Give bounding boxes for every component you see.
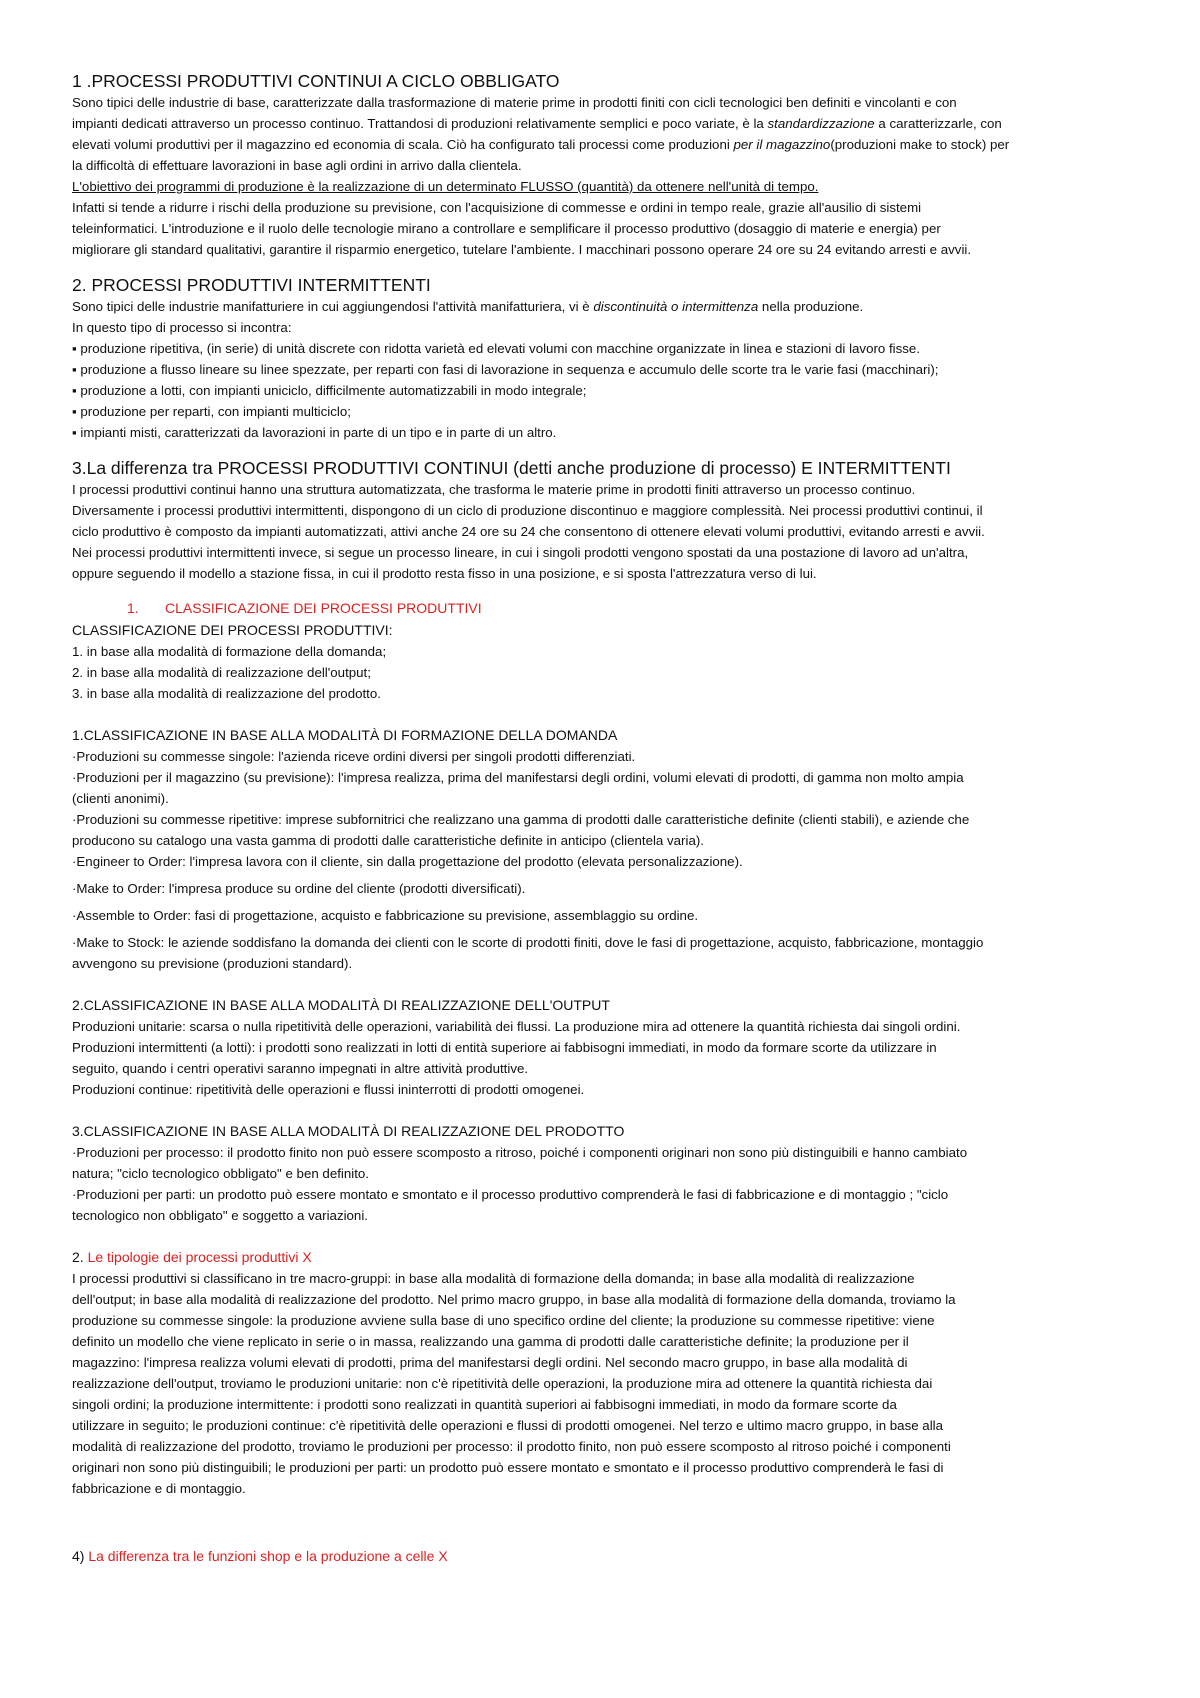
paragraph-line: singoli ordini; la produzione intermittente: i prodotti sono realizzati in quantità superiori ai fabbisogni immediati, in modo da formare scorte da [72, 1397, 897, 1412]
section-continuous-processes [72, 70, 1132, 260]
paragraph-line: Sono tipici delle industrie manifatturiere in cui aggiungendosi l'attività manifatturiera, vi è discontinuità o intermittenza nella produzione. [72, 299, 864, 314]
paragraph-line: ·Make to Order: l'impresa produce su ordine del cliente (prodotti diversificati). [72, 881, 526, 896]
paragraph-line: I processi produttivi continui hanno una struttura automatizzata, che trasforma le materie prime in prodotti finiti attraverso un processo continuo. [72, 482, 916, 497]
paragraph-line: Produzioni unitarie: scarsa o nulla ripetitività delle operazioni, variabilità dei flussi. La produzione mira ad ottenere la quantità richiesta dai singoli ordini. [72, 1019, 961, 1034]
bullet-item: ▪ produzione a lotti, con impianti uniciclo, difficilmente automatizzabili in modo integrale; [72, 383, 587, 398]
bullet-item: ▪ produzione per reparti, con impianti multiciclo; [72, 404, 351, 419]
section-title: 4) La differenza tra le funzioni shop e la produzione a celle X [72, 1548, 448, 1564]
paragraph-line: oppure seguendo il modello a stazione fissa, in cui il prodotto resta fisso in una posizione, e si sposta l'attrezzatura verso di lui. [72, 566, 817, 581]
bullet-item: ▪ impianti misti, caratterizzati da lavorazioni in parte di un tipo e in parte di un altro. [72, 425, 557, 440]
section-title: 1.CLASSIFICAZIONE IN BASE ALLA MODALITÀ DI FORMAZIONE DELLA DOMANDA [72, 727, 618, 743]
paragraph-line: ·Produzioni su commesse singole: l'azienda riceve ordini diversi per singoli prodotti differenziati. [72, 749, 636, 764]
paragraph-line: I processi produttivi si classificano in tre macro-gruppi: in base alla modalità di formazione della domanda; in base alla modalità di realizzazione [72, 1271, 915, 1286]
paragraph-line: Infatti si tende a ridurre i rischi della produzione su previsione, con l'acquisizione di commesse e ordini in tempo reale, grazie all'ausilio di sistemi [72, 200, 922, 215]
section-demand-classification [72, 724, 1132, 974]
paragraph-line: modalità di realizzazione del prodotto, troviamo le produzioni per processo: il prodotto finito, non può essere scomposto al ritroso poiché i componenti [72, 1439, 951, 1454]
paragraph-line: fabbricazione e di montaggio. [72, 1481, 246, 1496]
section-classification [72, 598, 1132, 704]
section-difference [72, 457, 1132, 584]
list-item: 1. in base alla modalità di formazione della domanda; [72, 644, 387, 659]
list-item: 3. in base alla modalità di realizzazione del prodotto. [72, 686, 381, 701]
paragraph-line: utilizzare in seguito; le produzioni continue: c'è ripetitività delle operazioni e flussi di prodotti omogenei. Nel terzo e ultimo macro gruppo, in base alla [72, 1418, 944, 1433]
paragraph-line: la difficoltà di effettuare lavorazioni in base agli ordini in arrivo dalla clientela. [72, 158, 522, 173]
paragraph-line: impianti dedicati attraverso un processo continuo. Trattandosi di produzioni relativamente semplici e poco variate, è la standardizzazione a caratterizzarle, con [72, 116, 1002, 131]
paragraph-line: ·Assemble to Order: fasi di progettazione, acquisto e fabbricazione su previsione, assemblaggio su ordine. [72, 908, 699, 923]
paragraph-line: (clienti anonimi). [72, 791, 169, 806]
paragraph-line: elevati volumi produttivi per il magazzino ed economia di scala. Ciò ha configurato tali processi come produzioni per il magazzino(produzioni make to stock) per [72, 137, 1010, 152]
section-title: 3.La differenza tra PROCESSI PRODUTTIVI CONTINUI (detti anche produzione di processo) E INTERMITTENTI [72, 458, 951, 478]
paragraph-line: Produzioni continue: ripetitività delle operazioni e flussi ininterrotti di prodotti omogenei. [72, 1082, 585, 1097]
paragraph-line: ·Produzioni per il magazzino (su previsione): l'impresa realizza, prima del manifestarsi degli ordini, volumi elevati di prodotti, di gamma non molto ampia [72, 770, 964, 785]
paragraph-line: ·Engineer to Order: l'impresa lavora con il cliente, sin dalla progettazione del prodotto (elevata personalizzazione). [72, 854, 743, 869]
paragraph-line: magazzino: l'impresa realizza volumi elevati di prodotti, prima del manifestarsi degli ordini. Nel secondo macro gruppo, in base alla modalità di [72, 1355, 908, 1370]
paragraph-line: realizzazione dell'output, troviamo le produzioni unitarie: non c'è ripetitività delle operazioni, la produzione mira ad ottenere la quantità richiesta dai [72, 1376, 933, 1391]
section-output-classification [72, 994, 1132, 1100]
paragraph-line: seguito, quando i centri operativi saranno impegnati in altre attività produttive. [72, 1061, 529, 1076]
bullet-item: ▪ produzione a flusso lineare su linee spezzate, per reparti con fasi di lavorazione in sequenza e accumulo delle scorte tra le varie fasi (macchinari); [72, 362, 939, 377]
section-intermittent-processes [72, 274, 1132, 443]
section-title: 1 .PROCESSI PRODUTTIVI CONTINUI A CICLO OBBLIGATO [72, 71, 560, 91]
paragraph-line: tecnologico non obbligato" e soggetto a variazioni. [72, 1208, 368, 1223]
paragraph-line: In questo tipo di processo si incontra: [72, 320, 292, 335]
section-title: 2.CLASSIFICAZIONE IN BASE ALLA MODALITÀ DI REALIZZAZIONE DELL'OUTPUT [72, 997, 610, 1013]
paragraph-line: dell'output; in base alla modalità di realizzazione del prodotto. Nel primo macro gruppo, in base alla modalità di formazione della domanda, troviamo la [72, 1292, 956, 1307]
paragraph-line: Produzioni intermittenti (a lotti): i prodotti sono realizzati in lotti di entità superiore ai fabbisogni immediati, in modo da formare scorte da utilizzare in [72, 1040, 937, 1055]
paragraph-line: ·Produzioni per processo: il prodotto finito non può essere scomposto a ritroso, poiché i componenti originari non sono più distinguibili e hanno cambiato [72, 1145, 968, 1160]
paragraph-line: produzione su commesse singole: la produzione avviene sulla base di uno specifico ordine del cliente; la produzione su commesse ripetitive: viene [72, 1313, 935, 1328]
paragraph-line: ·Produzioni su commesse ripetitive: imprese subfornitrici che realizzano una gamma di prodotti dalle caratteristiche definite (clienti stabili), e aziende che [72, 812, 970, 827]
paragraph-line: originari non sono più distinguibili; le produzioni per parti: un prodotto può essere montato e smontato e il processo produttivo comprenderà le fasi di [72, 1460, 944, 1475]
list-item: 2. in base alla modalità di realizzazione dell'output; [72, 665, 371, 680]
paragraph-line: teleinformatici. L'introduzione e il ruolo delle tecnologie mirano a controllare e semplificare il processo produttivo (dosaggio di materie e energia) per [72, 221, 941, 236]
paragraph-line: ciclo produttivo è composto da impianti automatizzati, attivi anche 24 ore su 24 che consentono di ottenere elevati volumi produttivi, evitando arresti e avvii. [72, 524, 985, 539]
section-title: 2. PROCESSI PRODUTTIVI INTERMITTENTI [72, 275, 431, 295]
paragraph-line: avvengono su previsione (produzioni standard). [72, 956, 353, 971]
section-title: CLASSIFICAZIONE DEI PROCESSI PRODUTTIVI: [72, 622, 393, 638]
paragraph-line: definito un modello che viene replicato in serie o in massa, realizzando una gamma di prodotti dalle caratteristiche definite; la produzione per il [72, 1334, 909, 1349]
section-title: 3.CLASSIFICAZIONE IN BASE ALLA MODALITÀ DI REALIZZAZIONE DEL PRODOTTO [72, 1123, 625, 1139]
section-process-types [72, 1246, 1132, 1499]
section-product-classification [72, 1120, 1132, 1226]
paragraph-line: natura; "ciclo tecnologico obbligato" e ben definito. [72, 1166, 369, 1181]
bullet-item: ▪ produzione ripetitiva, (in serie) di unità discrete con ridotta varietà ed elevati volumi con macchine organizzate in linea e stazioni di lavoro fisse. [72, 341, 921, 356]
red-heading: 1. CLASSIFICAZIONE DEI PROCESSI PRODUTTIVI [127, 600, 482, 616]
underlined-objective: L'obiettivo dei programmi di produzione è la realizzazione di un determinato FLUSSO (quantità) da ottenere nell'unità di tempo. [72, 179, 819, 194]
paragraph-line: producono su catalogo una vasta gamma di prodotti dalle caratteristiche definite in anticipo (clientela varia). [72, 833, 704, 848]
section-shop-vs-cells [72, 1545, 1132, 1567]
section-title: 2. Le tipologie dei processi produttivi X [72, 1249, 312, 1265]
paragraph-line: Diversamente i processi produttivi intermittenti, dispongono di un ciclo di produzione discontinuo e maggiore complessità. Nei processi produttivi continui, il [72, 503, 983, 518]
paragraph-line: migliorare gli standard qualitativi, garantire il risparmio energetico, tutelare l'ambiente. I macchinari possono operare 24 ore su 24 evitando arresti e avvii. [72, 242, 972, 257]
paragraph-line: Sono tipici delle industrie di base, caratterizzate dalla trasformazione di materie prime in prodotti finiti con cicli tecnologici ben definiti e vincolanti e con [72, 95, 957, 110]
paragraph-line: ·Produzioni per parti: un prodotto può essere montato e smontato e il processo produttivo comprenderà le fasi di fabbricazione e di montaggio ; "ciclo [72, 1187, 949, 1202]
paragraph-line: ·Make to Stock: le aziende soddisfano la domanda dei clienti con le scorte di prodotti finiti, dove le fasi di progettazione, acquisto, fabbricazione, montaggio [72, 935, 984, 950]
document-page [72, 70, 1132, 1567]
paragraph-line: Nei processi produttivi intermittenti invece, si segue un processo lineare, in cui i singoli prodotti vengono spostati da una postazione di lavoro ad un'altra, [72, 545, 969, 560]
